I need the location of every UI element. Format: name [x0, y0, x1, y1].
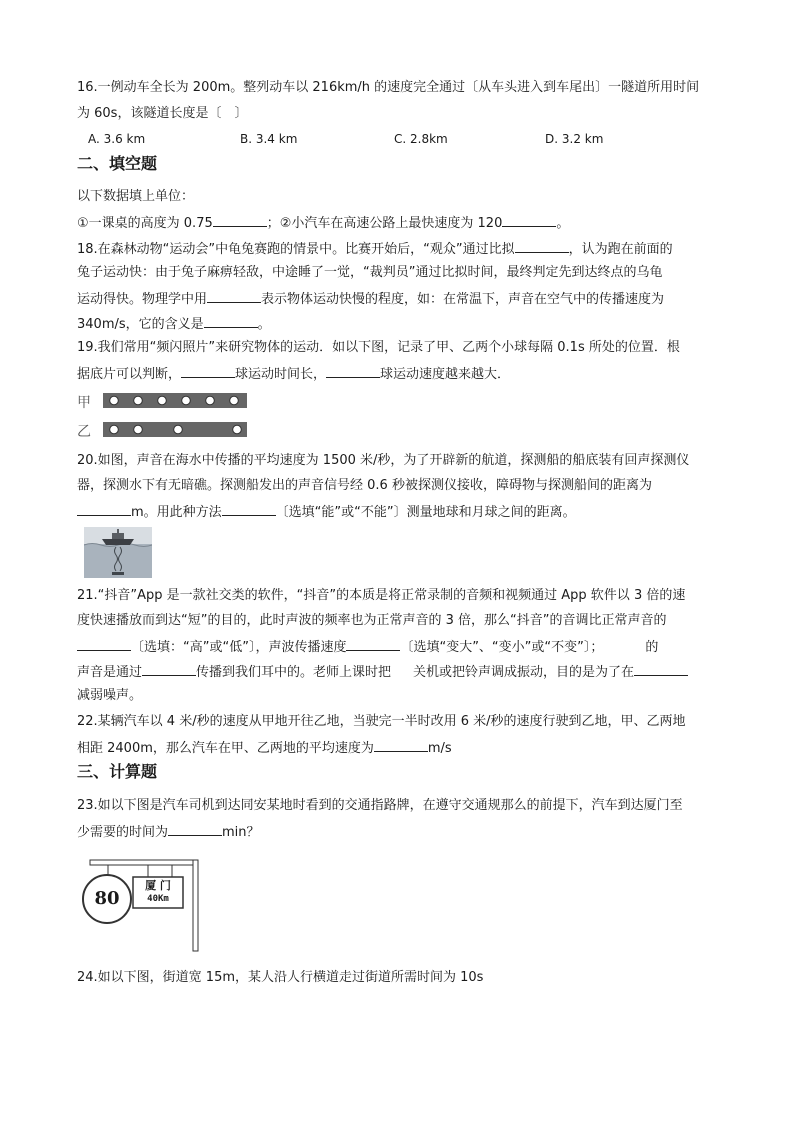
q16-option-b: B. 3.4 km [240, 132, 298, 146]
q21-text: 〔选填：“高”或“低”〕，声波传播速度 [131, 640, 347, 655]
q19-line1: 19.我们常用“频闪照片”来研究物体的运动．如以下图，记录了甲、乙两个小球每隔 0.1s 所处的位置．根 [77, 340, 680, 355]
answer-blank [181, 365, 235, 378]
q16-line1: 16.一例动车全长为 200m。整列动车以 216km/h 的速度完全通过〔从车头进入到车尾出〕一隧道所用时间 [77, 80, 700, 95]
ball-jia [230, 396, 239, 405]
q22-text: 相距 2400m，那么汽车在甲、乙两地的平均速度为 [77, 741, 374, 756]
q18-line1 [77, 240, 673, 258]
ball-yi [110, 425, 119, 434]
q18-text: ，认为跑在前面的 [568, 242, 673, 257]
answer-blank [207, 290, 261, 303]
strip-jia [103, 393, 247, 408]
q16-option-c: C. 2.8km [394, 132, 448, 146]
answer-blank [213, 214, 267, 227]
road-sign-figure [80, 855, 202, 952]
q20-line1: 20.如图，声音在海水中传播的平均速度为 1500 米/秒，为了开辟新的航道，探测船的船底装有回声探测仪 [77, 453, 690, 468]
ball-yi [233, 425, 242, 434]
q17-part3: 。 [556, 216, 570, 231]
ball-yi [134, 425, 143, 434]
answer-blank [346, 638, 400, 651]
sign-pole [193, 860, 198, 951]
q18-text: 340m/s，它的含义是 [77, 317, 204, 332]
label-yi: 乙 [77, 424, 91, 440]
q18-line3 [77, 290, 664, 308]
q21-line4 [77, 663, 688, 681]
q18-line2: 兔子运动快：由于兔子麻痹轻敌，中途睡了一觉，“裁判员”通过比拟时间，最终判定先到达终点的乌龟 [77, 265, 663, 280]
answer-blank [326, 365, 380, 378]
ship-hull [102, 539, 134, 545]
q17-line [77, 214, 569, 232]
section-title-calculation: 三、计算题 [77, 762, 158, 781]
q17-part1: ①一课桌的高度为 0.75 [77, 216, 213, 231]
strobe-strips [77, 390, 257, 440]
q18-text: 18.在森林动物“运动会”中龟兔赛跑的情景中。比赛开始后，“观众”通过比拟 [77, 242, 515, 257]
q22-line1: 22.某辆汽车以 4 米/秒的速度从甲地开往乙地，当驶完一半时改用 6 米/秒的速度行驶到乙地，甲、乙两地 [77, 714, 686, 729]
obstacle [112, 572, 124, 575]
q23-text: 少需要的时间为 [77, 825, 169, 840]
q21-text: 的 [645, 640, 659, 655]
strobe-photo-figure [77, 390, 257, 440]
answer-blank [77, 638, 131, 651]
q21-line5: 减弱噪声。 [77, 688, 143, 703]
label-jia: 甲 [77, 395, 91, 411]
q18-text: 表示物体运动快慢的程度，如：在常温下，声音在空气中的传播速度为 [261, 292, 665, 307]
q18-line4 [77, 315, 271, 333]
q23-line2 [77, 823, 260, 841]
q21-line2: 度快速播放而到达“短”的目的，此时声波的频率也为正常声音的 3 倍，那么“抖音”的音调比正常声音的 [77, 613, 667, 628]
answer-blank [515, 240, 569, 253]
sign-distance-text: 40Km [147, 894, 169, 904]
ball-jia [134, 396, 143, 405]
answer-blank [502, 214, 556, 227]
q19-text: 球运动时间长， [235, 367, 327, 382]
q23-line1: 23.如以下图是汽车司机到达同安某地时看到的交通指路牌，在遵守交通规那么的前提下，汽车到达厦门至 [77, 798, 683, 813]
sonar-ship-figure [84, 527, 152, 578]
q19-line2 [77, 365, 510, 383]
q16-option-d: D. 3.2 km [545, 132, 604, 146]
q20-text: 〔选填“能”或“不能”〕测量地球和月球之间的距离。 [275, 505, 576, 520]
sign-city-text: 厦 门 [145, 879, 171, 892]
q20-text: m。用此种方法 [131, 505, 222, 520]
section-title-fill-in: 二、填空题 [77, 154, 158, 173]
q20-line3 [77, 503, 576, 521]
speed-limit-text: 80 [94, 888, 120, 909]
q20-line2: 器，探测水下有无暗礁。探测船发出的声音信号经 0.6 秒被探测仪接收，障碍物与探测船间的距离为 [77, 478, 652, 493]
q17-part2: ；②小汽车在高速公路上最快速度为 120 [266, 216, 503, 231]
q21-line3 [77, 638, 658, 656]
q16-option-a: A. 3.6 km [88, 132, 146, 146]
ship-mast [117, 529, 119, 534]
q21-text: 〔选填“变大”、“变小”或“不变”〕； [400, 640, 604, 655]
q22-line2 [77, 739, 452, 757]
q21-text: 传播到我们耳中的。老师上课时把 [196, 665, 392, 680]
q21-line1: 21.“抖音”App 是一款社交类的软件，“抖音”的本质是将正常录制的音频和视频通过 App 软件以 3 倍的速 [77, 588, 686, 603]
answer-blank [168, 823, 222, 836]
answer-blank [222, 503, 276, 516]
answer-blank [204, 315, 258, 328]
ball-jia [158, 396, 167, 405]
q19-text: 球运动速度越来越大． [380, 367, 511, 382]
q21-text: 关机或把铃声调成振动，目的是为了在 [413, 665, 635, 680]
q18-text: 运动得快。物理学中用 [77, 292, 208, 307]
answer-blank [142, 663, 196, 676]
q22-text: m/s [427, 741, 452, 756]
ball-jia [206, 396, 215, 405]
q16-line2: 为 60s，该隧道长度是〔 〕 [77, 106, 248, 121]
q18-text: 。 [257, 317, 271, 332]
q19-text: 据底片可以判断， [77, 367, 182, 382]
q24-line1: 24.如以下图，街道宽 15m，某人沿人行横道走过街道所需时间为 10s [77, 970, 484, 985]
ball-jia [182, 396, 191, 405]
sign-bar [90, 860, 198, 865]
answer-blank [374, 739, 428, 752]
q17-intro: 以下数据填上单位： [77, 189, 195, 204]
answer-blank [77, 503, 131, 516]
ball-yi [174, 425, 183, 434]
ball-jia [110, 396, 119, 405]
q21-text: 声音是通过 [77, 665, 143, 680]
answer-blank [634, 663, 688, 676]
q23-text: min？ [222, 825, 260, 840]
